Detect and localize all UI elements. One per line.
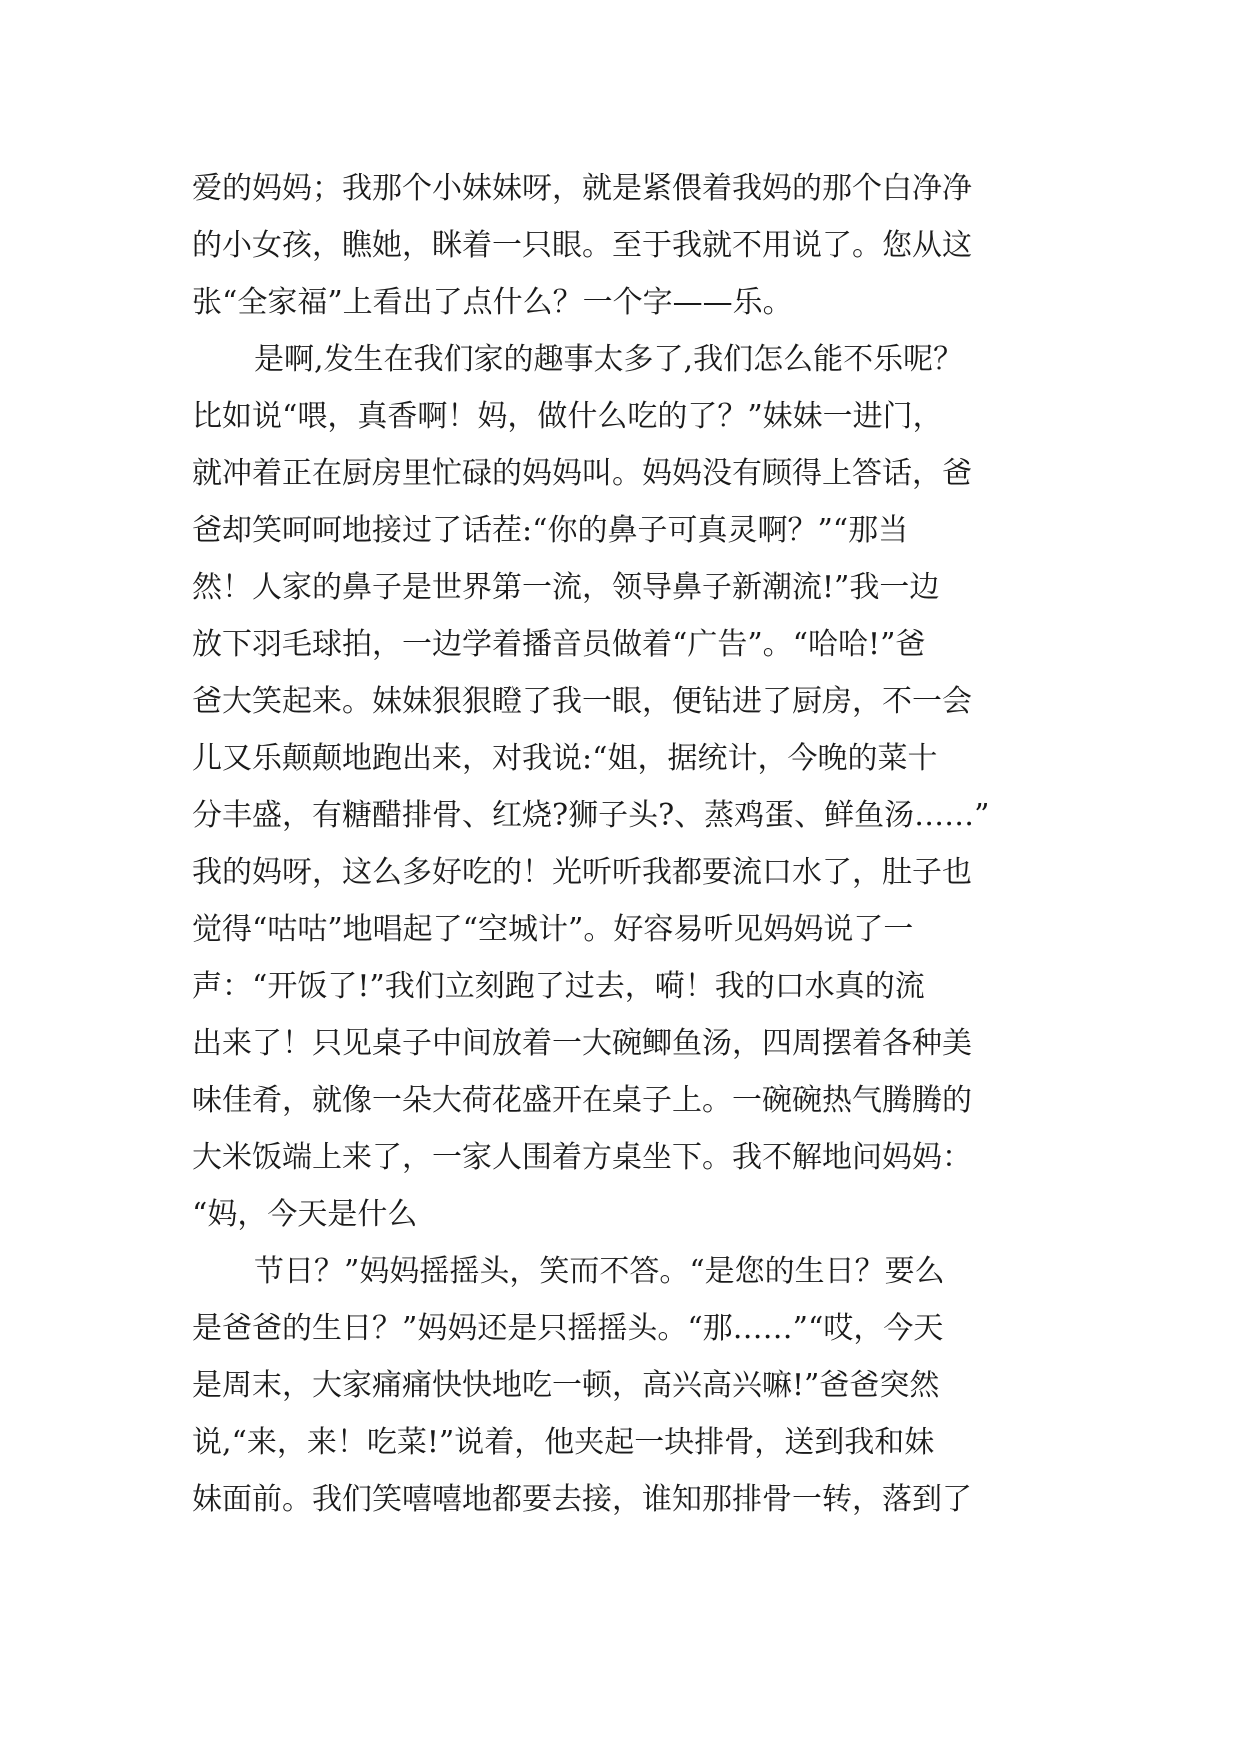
text-line: 的小女孩，瞧她，眯着一只眼。至于我就不用说了。您从这 — [192, 228, 972, 263]
essay-body — [192, 160, 1062, 1528]
text-line: 说,“来，来！吃菜!”说着，他夹起一块排骨，送到我和妹 — [192, 1425, 935, 1460]
paragraph-start-line: 是啊,发生在我们家的趣事太多了,我们怎么能不乐呢？ — [254, 342, 964, 377]
text-line: 放下羽毛球拍，一边学着播音员做着“广告”。“哈哈!”爸 — [192, 627, 926, 662]
text-line: 声：“开饭了!”我们立刻跑了过去，嗬！我的口水真的流 — [192, 969, 925, 1004]
text-line: 爸大笑起来。妹妹狠狠瞪了我一眼，便钻进了厨房，不一会 — [192, 684, 972, 719]
text-line: 就冲着正在厨房里忙碌的妈妈叫。妈妈没有顾得上答话，爸 — [192, 456, 972, 491]
text-line: 出来了！只见桌子中间放着一大碗鲫鱼汤，四周摆着各种美 — [192, 1026, 972, 1061]
text-line: 是周末，大家痛痛快快地吃一顿，高兴高兴嘛!”爸爸突然 — [192, 1368, 940, 1403]
text-line: “妈，今天是什么 — [192, 1197, 418, 1232]
text-line: 爸却笑呵呵地接过了话茬:“你的鼻子可真灵啊？”“那当 — [192, 513, 909, 548]
text-line: 张“全家福”上看出了点什么？一个字——乐。 — [192, 285, 793, 320]
paragraph-start-line: 节日？”妈妈摇摇头，笑而不答。“是您的生日？要么 — [254, 1254, 945, 1289]
text-line: 味佳肴，就像一朵大荷花盛开在桌子上。一碗碗热气腾腾的 — [192, 1083, 972, 1118]
text-line: 然！人家的鼻子是世界第一流，领导鼻子新潮流!”我一边 — [192, 570, 940, 605]
text-line: 儿又乐颠颠地跑出来，对我说:“姐，据统计，今晚的菜十 — [192, 741, 938, 776]
text-line: 是爸爸的生日？”妈妈还是只摇摇头。“那……”“哎，今天 — [192, 1311, 944, 1346]
text-line: 妹面前。我们笑嘻嘻地都要去接，谁知那排骨一转，落到了 — [192, 1482, 972, 1517]
text-line: 大米饭端上来了，一家人围着方桌坐下。我不解地问妈妈： — [192, 1140, 972, 1175]
text-line: 我的妈呀，这么多好吃的！光听听我都要流口水了，肚子也 — [192, 855, 972, 890]
text-line: 比如说“喂，真香啊！妈，做什么吃的了？”妹妹一进门， — [192, 399, 943, 434]
text-line: 爱的妈妈；我那个小妹妹呀，就是紧偎着我妈的那个白净净 — [192, 171, 972, 206]
text-line: 觉得“咕咕”地唱起了“空城计”。好容易听见妈妈说了一 — [192, 912, 914, 947]
text-line: 分丰盛，有糖醋排骨、红烧?狮子头?、蒸鸡蛋、鲜鱼汤……” — [192, 798, 990, 833]
